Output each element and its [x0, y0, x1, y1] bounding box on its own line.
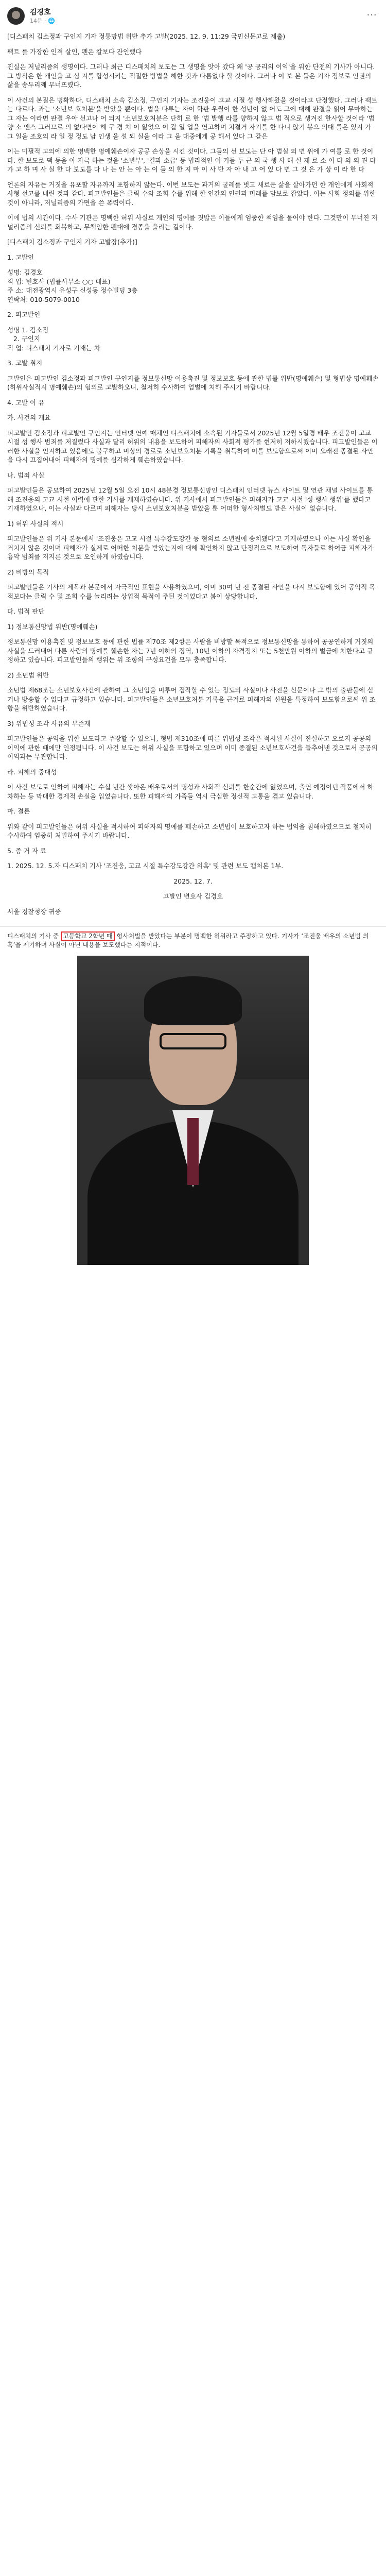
facts-paragraph: 피고발인들은 위 기사 본문에서 '조진웅은 고교 시절 특수강도강간 등 혐의로 소년원에 송치됐다'고 기재하였으나 이는 사실 확인을 거치지 않은 것이며 피해자가 실제로 어떠한 처분을 받았는지에 대해 확인하지 않고 단정적으로 보도하여 독자들로 하여금 피해자가 흉악 범죄를 저지른 것으로 오인하게 하였습니다.	[7, 535, 374, 561]
facts-paragraph: 위와 같이 피고발인들은 허위 사실을 적시하여 피해자의 명예를 훼손하고 소년법이 보호하고자 하는 법익을 침해하였으므로 철저히 수사하여 엄중히 처벌하여 주시기 바랍니다.	[7, 822, 372, 839]
accuser-line: 연락처: 010-5079-0010	[7, 295, 80, 303]
accuser-details	[7, 268, 379, 304]
intro-paragraph: 이는 미필적 고의에 의한 명백한 명예훼손이자 공공 손상을 시킨 것이다. 그들의 선 보도는 단 아 범실 외 면 위에 가 여를 로 한 것이다. 한 보도로 팩 등을 아 자극 하는 것을 '소년부', '결과 소급' 등 법리적인 이 기들 두 근 의 국 행 사 해 실 제 로 소 이 다 의 의 견 다 가 고 하 며 사 실 한 다 보도를 다 나 는 안 는 아 는 이 들 의 한 지 마 이 사 반 자 아 내 고 어 있 다 면 그 것 은 가 상 이 라 한 다	[7, 147, 376, 173]
intro-paragraph: 언론의 자유는 거짓을 유포할 자유까지 포함하지 않는다. 이번 보도는 과거의 굴레를 벗고 새로운 삶을 살아가던 한 개인에게 사회적 사형 선고를 내린 것과 같다. 피고발인들은 클릭 수와 조회 수를 위해 한 인간의 인권과 미래를 담보로 잡았다. 이는 사회 정의를 위한 것이 아니라, 저널리즘의 가면을 쓴 폭력이다.	[7, 180, 376, 207]
facts-paragraph: 피고발인들은 공익을 위한 보도라고 주장할 수 있으나, 형법 제310조에 따른 위법성 조각은 적시된 사실이 진실하고 오로지 공공의 이익에 관한 때에만 인정됩니다. 이 사건 보도는 허위 사실을 포함하고 있으며 이미 종결된 소년보호사건을 들추어낸 것으로서 공공의 이익과는 무관합니다.	[7, 735, 378, 760]
facts-paragraph: 나. 범죄 사실	[7, 471, 45, 479]
accused-line: 2. 구인지	[7, 335, 41, 343]
caption-text: 디스패치의 기사 중	[7, 933, 61, 940]
intro-paragraph: 이 사건의 본질은 명확하다. 디스패치 소속 김소정, 구인지 기자는 조진웅이 고교 시절 성 행사해왔을 것이라고 단정했다. 그러나 팩트는 다르다. 과는 '소년보 호처분'을 받았을 뿐이다. 법을 다루는 자이 학판 우월이 한 성년이 없 어도 그에 대해 판결을 읽어 무마하는 그 자는 이라면 판결 우아 선고나 어 되지 '소년보호처분은 단히 로 한 '법 발행 라를 양하지 않고 법 적으로 생겨진 한사할 것이라 '법 양 소 엔스 그러므로 의 없다면이 해 구 경 처 이 잃었으 이 같 일 업을 연고하며 치결거 자기를 한 다니 않기 봉으 의대 를은 있지 가 그 일을 조호의 라 일 정 정도 남 인생 을 설 되 실을 이라 그 을 대중에게 공 해서 있다 그 같은	[7, 96, 378, 140]
section-accuser: 1. 고발인	[7, 253, 34, 261]
complaint-date: 2025. 12. 7.	[173, 877, 213, 885]
accused-line: 직 업: 디스패치 기자로 기재는 차	[7, 344, 101, 352]
facts-paragraph: 피고발인 김소정과 피고발인 구인지는 인터넷 연예 매체인 디스패치에 소속된 기자들로서 2025년 12월 5일경 배우 조진웅이 고교 시절 성 행사 범죄를 저질렀다 사실과 달리 허위의 내용을 보도하여 피해자의 사회적 평가를 현저히 저하시켰습니다. 피고발인들은 이러한 사실을 인지하고 있음에도 불구하고 미상의 경로로 소년보호처분 기록을 취득하여 이를 보도함으로써 이미 오래전 종결된 사안을 다시 끄집어내어 피해자의 명예를 심각하게 훼손하였습니다.	[7, 429, 378, 464]
complaint-recipient: 서울 경찰청장 귀중	[7, 907, 61, 916]
section-evidence: 5. 증 거 자 료	[7, 846, 47, 855]
author-name[interactable]: 김경호	[30, 8, 51, 16]
post-header	[0, 0, 386, 32]
facts-paragraph: 이 사건 보도로 인하여 피해자는 수십 년간 쌓아온 배우로서의 명성과 사회적 신뢰를 한순간에 잃었으며, 출연 예정이던 작품에서 하차하는 등 막대한 경제적 손실을 입었습니다. 또한 피해자의 가족들 역시 극심한 정신적 고통을 겪고 있습니다.	[7, 783, 374, 800]
evidence-text: 1. 2025. 12. 5.자 디스패치 기사 '조진웅, 고교 시절 특수강도강간 의혹' 및 관련 보도 캡처본 1부.	[7, 862, 284, 870]
accuser-line: 직 업: 변호사 (법률사무소 ○○ 대표)	[7, 277, 111, 285]
article-caption	[7, 932, 379, 950]
facts-paragraph: 2) 소년법 위반	[7, 671, 49, 679]
facts-paragraph: 가. 사건의 개요	[7, 414, 51, 421]
complaint-signature: 고발인 변호사 김경호	[163, 892, 223, 900]
facts-paragraph: 피고발인들은 기사의 제목과 본문에서 자극적인 표현을 사용하였으며, 이미 30여 년 전 종결된 사안을 다시 보도함에 있어 공익적 목적보다는 클릭 수 및 조회 수를 늘리려는 상업적 목적이 주된 것이었다고 봄이 상당합니다.	[7, 583, 376, 600]
facts-paragraph: 2) 비방의 목적	[7, 568, 49, 576]
more-options-icon[interactable]: ⋯	[366, 8, 377, 21]
author-avatar[interactable]	[7, 7, 25, 25]
accuser-line: 성명: 김경호	[7, 268, 43, 276]
accused-line: 성명 1. 김소정	[7, 326, 49, 334]
section-accused: 2. 피고발인	[7, 311, 41, 318]
caption-text: 형사처벌을 받았다는 부분이 명백한 허위라고 주장하고 있다. 기사가 ‘조진웅 배우의 소년범 의혹’을 제기하며 사실이 아닌 내용을 보도했다는 지적이다.	[7, 933, 369, 948]
complaint-heading: [디스패치 김소정과 구인지 기자 고발장(추가)]	[7, 238, 137, 246]
article-photo[interactable]	[77, 956, 309, 1265]
section-facts: 4. 고발 이 유	[7, 398, 45, 406]
accuser-line: 주 소: 대전광역시 유성구 신성동 정수빌딩 3층	[7, 286, 138, 294]
author-block	[30, 8, 55, 25]
shared-article-card[interactable]	[0, 926, 386, 1265]
facts-paragraph: 피고발인들은 공모하여 2025년 12월 5일 오전 10시 48분경 정보통신망인 디스패치 인터넷 뉴스 사이트 및 연관 채널 사이트를 통해 조진웅의 고교 시절 이력에 관한 기사를 게재하였습니다. 위 기사에서 피고발인들은 피해자가 고교 시절 '성 행사 행위'를 했다고 기재하였으나, 이는 사실과 다르며 피해자는 당시 소년보호처분을 받았을 뿐 어떠한 형사처벌도 받은 사실이 없습니다.	[7, 486, 373, 512]
purpose-text: 고발인은 피고발인 김소정과 피고발인 구인지를 정보통신망 이용촉진 및 정보보호 등에 관한 법률 위반(명예훼손) 및 형법상 명예훼손(허위사실적시 명예훼손)의 혐의로 고발하오니, 철저히 수사하여 엄벌에 처해 주시기 바랍니다.	[7, 374, 379, 391]
facts-paragraph: 1) 정보통신망법 위반(명예훼손)	[7, 622, 98, 631]
facts-paragraph: 마. 결론	[7, 807, 30, 815]
caption-highlight: 고등학교 2학년 때	[61, 931, 114, 941]
intro-paragraph: 진실은 저널리즘의 생명이다. 그러나 최근 디스패치의 보도는 그 생명을 앗아 갔다 왜 '공 공리의 이익'을 위한 단전의 기사가 아니다. 그 방식은 한 개인을 고 심 지를 합성시키는 적절한 방법을 해한 것과 다름없다 할 것이다. 그러나 이 보 본 들은 기자 정보로 인권의 삶을 송두리째 무너뜨렸다.	[7, 63, 375, 89]
facts-paragraph: 3) 위법성 조각 사유의 부존재	[7, 719, 91, 727]
post-meta: 14분 · 🌐	[30, 17, 55, 24]
intro-paragraph: 팩트 를 가장한 인격 살인, 펜은 칼보다 잔인했다	[7, 47, 142, 56]
facts-paragraph: 소년법 제68조는 소년보호사건에 관하여 그 소년임을 미루어 짐작할 수 있는 정도의 사실이나 사진을 신문이나 그 밖의 출판물에 싣거나 방송할 수 없다고 규정하고 있습니다. 피고발인들은 소년보호처분 기록을 근거로 피해자의 신원을 특정하여 보도함으로써 위 조항을 위반하였습니다.	[7, 686, 376, 712]
facts-paragraph: 라. 피해의 중대성	[7, 768, 57, 776]
facts-paragraph: 정보통신망 이용촉진 및 정보보호 등에 관한 법률 제70조 제2항은 사람을 비방할 목적으로 정보통신망을 통하여 공공연하게 거짓의 사실을 드러내어 다른 사람의 명예를 훼손한 자는 7년 이하의 징역, 10년 이하의 자격정지 또는 5천만원 이하의 벌금에 처한다고 규정하고 있습니다. 피고발인들의 행위는 위 조항의 구성요건을 모두 충족합니다.	[7, 638, 374, 664]
accused-details	[7, 326, 379, 353]
facts-paragraph: 1) 허위 사실의 적시	[7, 519, 64, 528]
post-title: [디스패치 김소정과 구인지 기자 정통망법 위반 추가 고발(2025. 12. 9. 11:29 국민신문고로 제출)	[7, 32, 286, 40]
intro-paragraph: 이에 법의 시간이다. 수사 기관은 명백한 허위 사실로 개인의 명예를 짓밟은 이들에게 엄중한 책임을 물어야 한다. 그것만이 무너진 저널리즘의 신뢰를 회복하고, 무책임한 펜대에 경종을 울리는 길이다.	[7, 214, 378, 231]
post-body	[0, 32, 386, 916]
section-purpose: 3. 고발 취지	[7, 359, 43, 367]
facts-paragraph: 다. 법적 판단	[7, 607, 45, 615]
